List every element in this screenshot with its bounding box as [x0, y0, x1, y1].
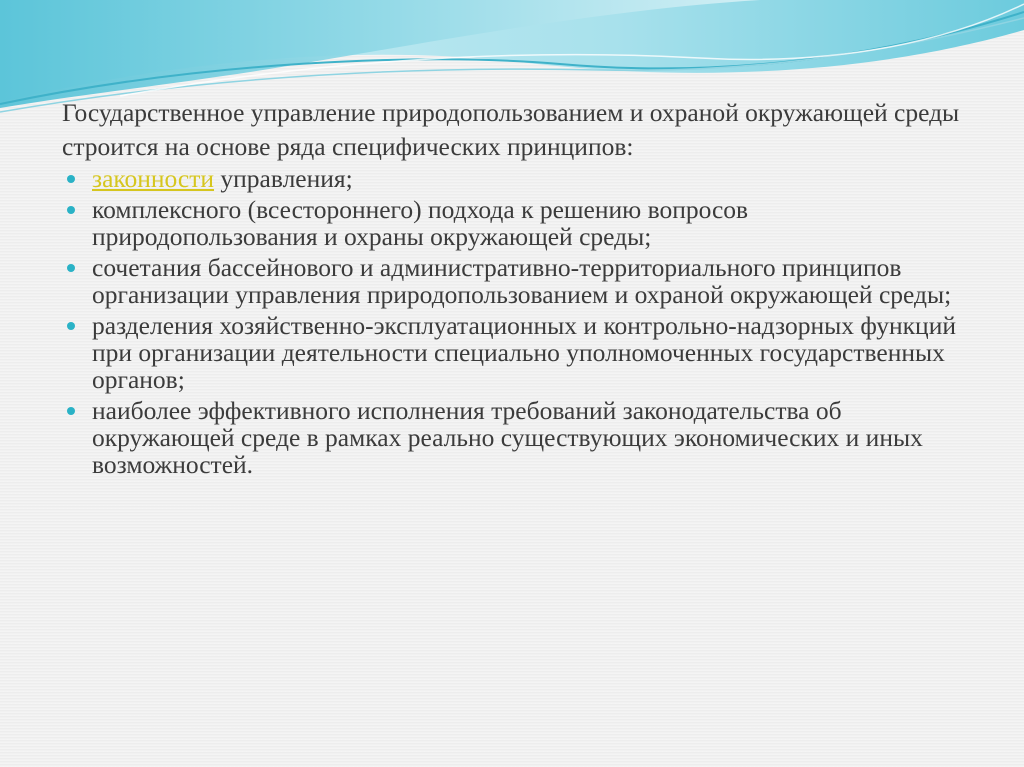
legality-link[interactable]: законности [92, 164, 215, 193]
list-item-text: наиболее эффективного исполнения требований законодательства об окружающей среде в рамках реально существующих экономических и иных возможностей. [92, 396, 923, 479]
slide-content [62, 96, 972, 478]
bullet-icon [67, 407, 75, 415]
principles-list [62, 165, 972, 478]
bullet-icon [67, 322, 75, 330]
list-item-text: управления; [214, 164, 353, 193]
list-item [62, 165, 972, 192]
list-item-text: комплексного (всестороннего) подхода к решению вопросов природопользования и охраны окружающей среды; [92, 195, 749, 251]
intro-paragraph: Государственное управление природопользованием и охраной окружающей среды строится на основе ряда специфических принципов: [62, 98, 960, 161]
list-item-text: разделения хозяйственно-эксплуатационных и контрольно-надзорных функций при организации деятельности специально уполномоченных государственных органов; [92, 311, 956, 394]
list-item [62, 397, 972, 478]
list-item [62, 254, 972, 308]
bullet-icon [67, 175, 75, 183]
list-item [62, 196, 972, 250]
list-item [62, 312, 972, 393]
bullet-icon [67, 264, 75, 272]
bullet-icon [67, 206, 75, 214]
list-item-text: сочетания бассейнового и административно-территориального принципов организации управления природопользованием и охраной окружающей среды; [92, 253, 952, 309]
